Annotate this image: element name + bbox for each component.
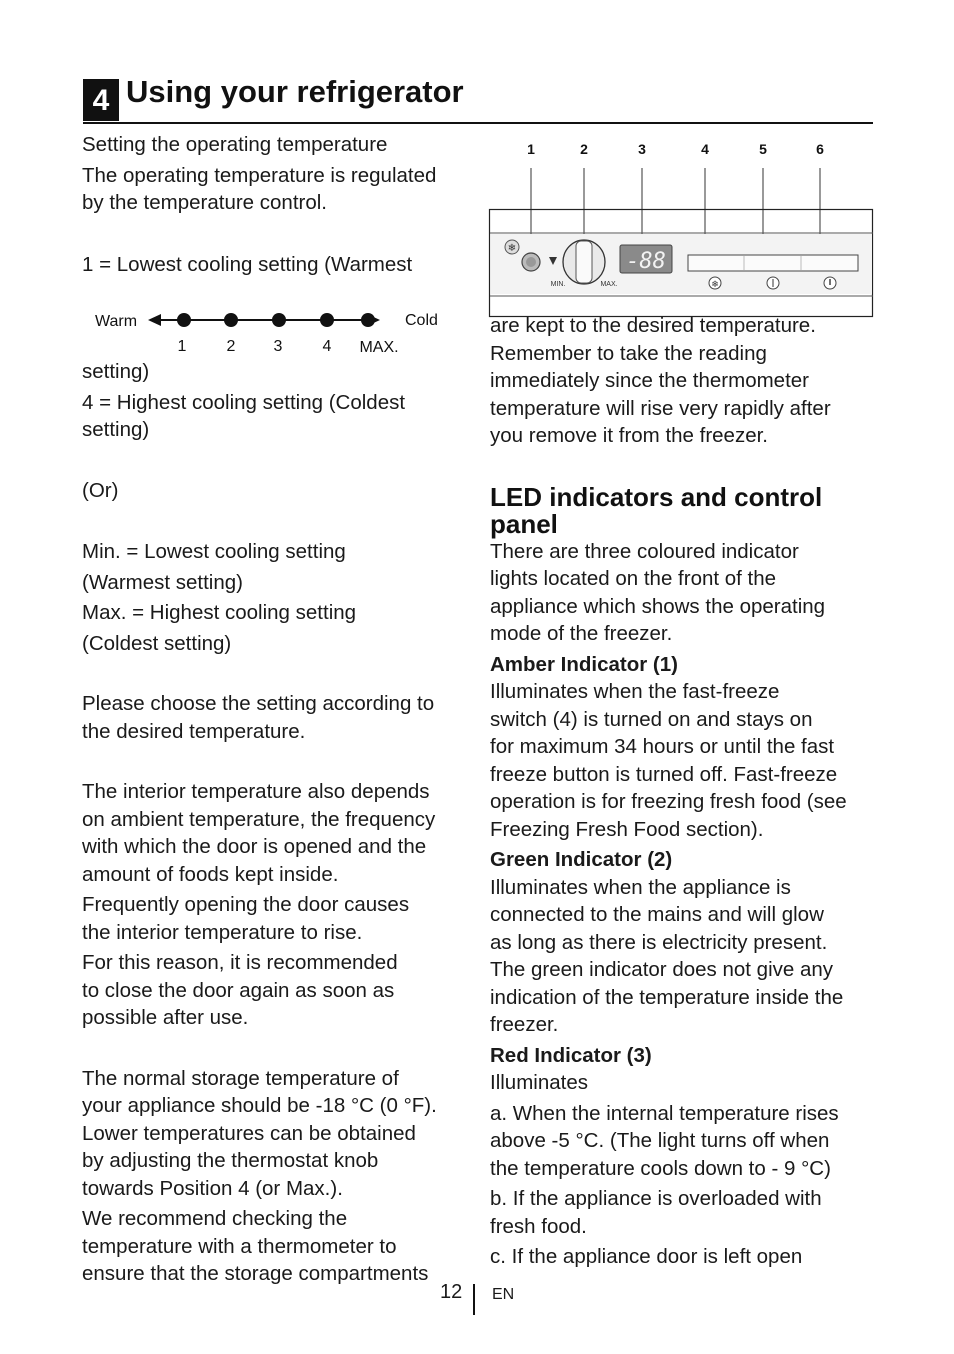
text-line: mode of the freezer. [490,622,673,645]
text-line: c. If the appliance door is left open [490,1245,803,1268]
text-line: The green indicator does not give any [490,958,834,981]
text-line: freeze button is turned off. Fast-freeze [490,762,838,786]
text-line: Please choose the setting according to [82,692,435,715]
callout-3: 3 [638,141,646,157]
text-line: appliance which shows the operating [490,594,826,618]
temperature-scale [88,305,438,357]
section-subtitle: Setting the operating temperature [82,133,388,156]
scale-label-4: 4 [322,338,332,355]
left-column-continued [82,358,472,1288]
text-line: switch (4) is turned on and stays on [490,707,813,731]
lowest-setting: 1 = Lowest cooling setting (Warmest [82,252,413,276]
page-number: 12 [440,1281,463,1303]
button-center [526,257,536,267]
callout-5: 5 [759,141,767,157]
chapter-number: 4 [83,79,119,121]
text-line: a. When the internal temperature rises [490,1101,839,1125]
text-line: setting) [82,360,150,383]
heading-line: panel [490,508,558,539]
text-line: The operating temperature is regulated [82,163,437,187]
text-line: freezer. [490,1013,559,1036]
indicator-strip [688,255,858,271]
paragraph [82,1065,472,1203]
paragraph [490,1100,878,1183]
text-line: (Coldest setting) [82,631,232,655]
text-line: b. If the appliance is overloaded with [490,1187,822,1210]
section-heading [490,481,878,539]
paragraph [490,1185,878,1240]
text-line: the temperature cools down to - 9 °C) [490,1156,831,1180]
text-line: Illuminates [490,1071,588,1094]
paragraph [490,678,878,843]
control-panel-diagram [488,138,876,320]
paragraph [82,690,472,745]
text-line: (Warmest setting) [82,570,243,594]
text-line: are kept to the desired temperature. [490,314,816,337]
snowflake-icon: ❄ [711,280,719,290]
text-line: Illuminates when the fast-freeze [490,680,780,703]
scale-label-max: MAX. [359,339,399,356]
text-line: amount of foods kept inside. [82,862,339,886]
text-line: by the temperature control. [82,191,327,214]
text-line: setting) [82,418,150,441]
paragraph [490,312,878,450]
text-line: possible after use. [82,1006,249,1029]
text-line: Remember to take the reading [490,341,767,365]
scale-label-3: 3 [273,338,283,355]
scale-dot [320,313,334,327]
text-line: immediately since the thermometer [490,369,810,392]
amber-heading: Amber Indicator (1) [490,652,678,676]
cold-label: Cold [405,312,438,329]
text-line: The interior temperature also depends [82,780,430,803]
text-line: lights located on the front of the [490,567,777,590]
paragraph [82,778,472,888]
text-line: Illuminates when the appliance is [490,875,791,899]
text-line: Max. = Highest cooling setting [82,601,357,624]
min-label: MIN. [550,281,566,288]
paragraph [82,891,472,946]
text-line: towards Position 4 (or Max.). [82,1176,343,1200]
text-line: indication of the temperature inside the [490,985,844,1009]
paragraph [490,538,878,648]
callout-2: 2 [580,141,588,157]
text-line: with which the door is opened and the [82,835,427,858]
text-line: We recommend checking the [82,1207,348,1230]
display-readout: -88 [626,249,666,274]
paragraph [82,1205,472,1288]
warm-arrow-icon [148,314,161,326]
text-line: connected to the mains and will glow [490,903,824,926]
text-line: the desired temperature. [82,719,306,743]
right-column [490,312,878,1271]
warm-label: Warm [95,313,138,330]
paragraph [490,874,878,1039]
text-line: ensure that the storage compartments [82,1262,429,1285]
text-line: the interior temperature to rise. [82,920,363,944]
knob-grip [576,241,592,283]
text-line: temperature with a thermometer to [82,1234,397,1258]
text-line: The normal storage temperature of [82,1066,399,1090]
text-line: Frequently opening the door causes [82,893,410,916]
red-heading: Red Indicator (3) [490,1043,652,1067]
text-line: you remove it from the freezer. [490,424,769,447]
text-line: above -5 °C. (The light turns off when [490,1129,830,1152]
text-line: operation is for freezing fresh food (see [490,790,847,813]
left-column [82,131,472,278]
text-line: Freezing Fresh Food section). [490,817,764,841]
text-line: (Or) [82,478,119,502]
text-line: Min. = Lowest cooling setting [82,540,346,563]
text-line: on ambient temperature, the frequency [82,807,436,831]
page-title: Using your refrigerator [126,74,464,109]
text-line: temperature will rise very rapidly after [490,396,831,420]
language-code: EN [492,1286,515,1303]
snowflake-icon: ❄ [507,243,517,254]
green-heading: Green Indicator (2) [490,848,673,871]
text-line: There are three coloured indicator [490,539,799,563]
text-line: to close the door again as soon as [82,978,395,1002]
text-line: for maximum 34 hours or until the fast [490,735,835,758]
paragraph [82,949,472,1032]
scale-dot [361,313,375,327]
scale-dot [177,313,191,327]
scale-label-1: 1 [177,338,187,355]
text-line: fresh food. [490,1214,587,1238]
text-line: For this reason, it is recommended [82,951,398,974]
text-line: as long as there is electricity present. [490,930,828,954]
text-line: Lower temperatures can be obtained [82,1121,416,1145]
header-divider [83,122,873,124]
scale-dot [224,313,238,327]
text-line: by adjusting the thermostat knob [82,1149,379,1172]
callout-6: 6 [816,141,824,157]
text-line: 4 = Highest cooling setting (Coldest [82,390,406,414]
footer-divider [473,1284,475,1315]
heading-line: LED indicators and control [490,481,823,512]
paragraph [82,389,472,444]
callout-1: 1 [527,141,535,157]
max-label: MAX. [600,281,618,288]
paragraph [82,162,472,217]
scale-dot [272,313,286,327]
scale-label-2: 2 [226,338,236,355]
text-line: your appliance should be -18 °C (0 °F). [82,1094,437,1117]
callout-4: 4 [701,141,709,157]
